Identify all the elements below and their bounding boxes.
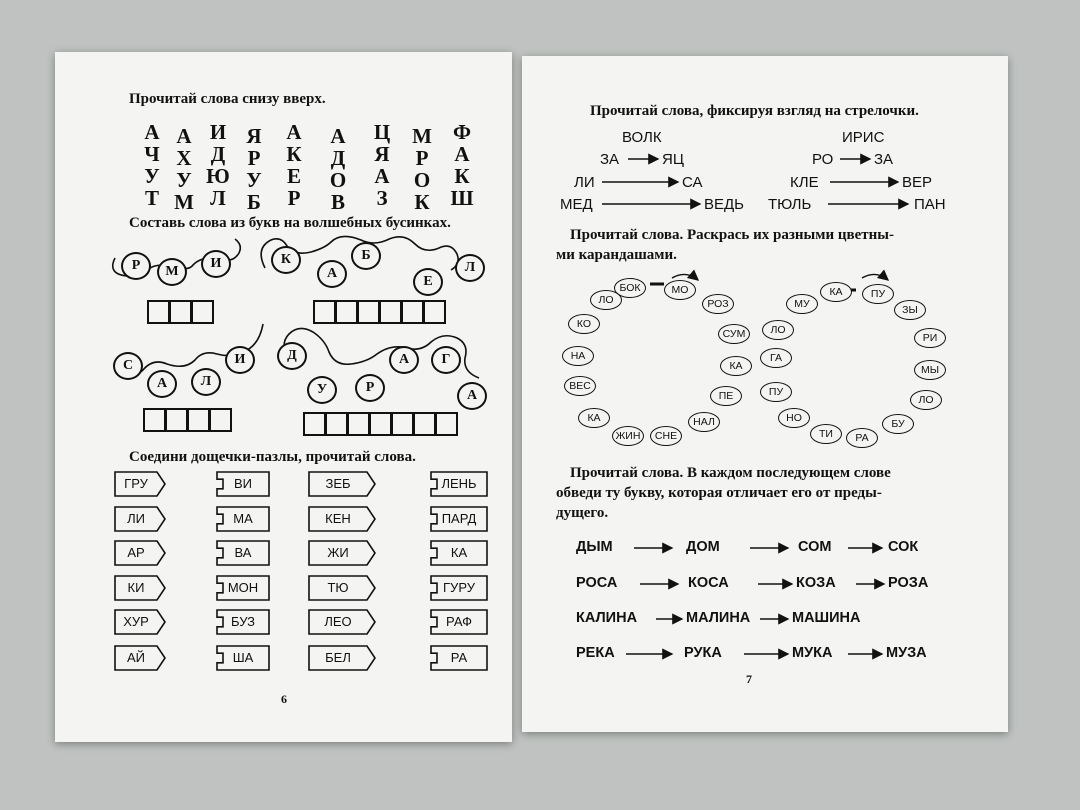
- puzzle-piece: [115, 541, 157, 565]
- chain-word: ДЫМ: [576, 539, 613, 555]
- word-kle: КЛЕ: [790, 174, 819, 191]
- r-ex3-title-1: Прочитай слова. В каждом последующем слове: [570, 465, 891, 481]
- chain-word: МУКА: [792, 645, 833, 661]
- puzzle-piece: [431, 541, 487, 565]
- puzzle-piece: [115, 472, 157, 496]
- chain-word: МУЗА: [886, 645, 927, 661]
- chain-word: РУКА: [684, 645, 722, 661]
- puzzle-label: ЛИ: [127, 511, 145, 526]
- r-ex2-title-2: ми карандашами.: [556, 247, 677, 263]
- grid-letter: К: [454, 164, 470, 188]
- puzzle-label: ГРУ: [124, 476, 148, 491]
- answer-cell: [209, 408, 232, 432]
- grid-letter: А: [454, 142, 470, 166]
- chain-word: МАЛИНА: [686, 610, 751, 626]
- grid-letter: У: [176, 168, 192, 192]
- grid-letter: Л: [210, 186, 226, 210]
- grid-letter: М: [174, 190, 194, 214]
- answer-cell: [435, 412, 458, 436]
- answer-cell: [147, 300, 170, 324]
- syllable-oval: БОК: [614, 278, 646, 298]
- puzzle-label: ТЮ: [327, 580, 349, 595]
- grid-letter: Т: [144, 186, 159, 210]
- grid-letter: У: [144, 164, 160, 188]
- bead: Б: [351, 242, 381, 270]
- answer-cell: [325, 412, 348, 436]
- puzzle-piece: [217, 472, 269, 496]
- page-number-right: 7: [746, 672, 752, 686]
- puzzle-piece: [431, 576, 487, 600]
- puzzle-piece: [217, 507, 269, 531]
- word-volk: ВОЛК: [622, 129, 662, 146]
- grid-letter: Я: [374, 142, 390, 166]
- puzzle-label: ЛЕНЬ: [441, 476, 477, 491]
- syllable-oval: РИ: [914, 328, 946, 348]
- syllable-oval: ЖИН: [612, 426, 644, 446]
- chain-word: КАЛИНА: [576, 610, 638, 626]
- puzzle-piece: [309, 646, 367, 670]
- answer-cell: [303, 412, 326, 436]
- word-iris: ИРИС: [842, 129, 885, 146]
- bead: И: [201, 250, 231, 278]
- puzzle-piece: [309, 507, 367, 531]
- left-page: [55, 52, 512, 742]
- puzzle-label: АР: [127, 545, 145, 560]
- page-number-left: 6: [281, 692, 287, 706]
- puzzle-piece: [115, 576, 157, 600]
- grid-letter: А: [176, 124, 192, 148]
- puzzle-label: КА: [450, 545, 468, 560]
- puzzle-label: КЕН: [325, 511, 351, 526]
- grid-letter: Е: [286, 164, 301, 188]
- word-ved: ВЕДЬ: [704, 196, 745, 213]
- grid-letter: Д: [330, 146, 346, 170]
- puzzle-piece: [309, 541, 367, 565]
- r-ex2-title-1: Прочитай слова. Раскрась их разными цветны-: [570, 227, 894, 243]
- puzzle-label: ПАРД: [441, 511, 477, 526]
- syllable-oval: ЛО: [762, 320, 794, 340]
- syllable-oval: СУМ: [718, 324, 750, 344]
- syllable-oval: НА: [562, 346, 594, 366]
- bead: Д: [277, 342, 307, 370]
- r-ex3-title-3: дущего.: [556, 505, 609, 521]
- puzzle-piece: [431, 472, 487, 496]
- syllable-oval: ПУ: [760, 382, 792, 402]
- grid-letter: А: [144, 120, 160, 144]
- answer-cell: [143, 408, 166, 432]
- bead: К: [271, 246, 301, 274]
- ex3-title: Соедини дощечки-пазлы, прочитай слова.: [129, 449, 416, 465]
- puzzle-label: БУЗ: [230, 614, 256, 629]
- answer-cell: [413, 412, 436, 436]
- grid-letter: Ю: [206, 164, 230, 188]
- bead: И: [225, 346, 255, 374]
- syllable-oval: ПЕ: [710, 386, 742, 406]
- puzzle-piece: [217, 576, 269, 600]
- ex1-title: Прочитай слова снизу вверх.: [129, 91, 326, 107]
- syllable-oval: ТИ: [810, 424, 842, 444]
- grid-letter: Ч: [144, 142, 160, 166]
- grid-letter: Ц: [373, 120, 391, 144]
- grid-letter: Ш: [450, 186, 474, 210]
- syllable-oval: ЗЫ: [894, 300, 926, 320]
- grid-letter: К: [414, 190, 430, 214]
- chain-word: КОСА: [688, 575, 729, 591]
- grid-letter: Х: [176, 146, 192, 170]
- puzzle-label: ЖИ: [327, 545, 349, 560]
- grid-letter: Р: [415, 146, 429, 170]
- puzzle-label: АЙ: [126, 650, 145, 665]
- chain-word: СОК: [888, 539, 919, 555]
- bead: Л: [191, 368, 221, 396]
- grid-letter: К: [286, 142, 302, 166]
- syllable-oval: РОЗ: [702, 294, 734, 314]
- answer-cell: [169, 300, 192, 324]
- syllable-oval: СНЕ: [650, 426, 682, 446]
- puzzle-label: ША: [232, 650, 254, 665]
- syllable-oval: ЛО: [590, 290, 622, 310]
- puzzle-label: КИ: [127, 580, 145, 595]
- puzzle-piece: [431, 610, 487, 634]
- puzzle-label: МОН: [227, 580, 259, 595]
- puzzle-label: МА: [233, 511, 253, 526]
- syllable-oval: НО: [778, 408, 810, 428]
- answer-cell: [347, 412, 370, 436]
- syllable-oval: ПУ: [862, 284, 894, 304]
- bead: А: [147, 370, 177, 398]
- syllable-oval: ГА: [760, 348, 792, 368]
- word-li: ЛИ: [574, 174, 595, 191]
- puzzle-piece: [431, 507, 487, 531]
- bead: А: [389, 346, 419, 374]
- grid-letter: О: [329, 168, 347, 192]
- grid-letter: И: [209, 120, 227, 144]
- bead: У: [307, 376, 337, 404]
- grid-letter: Р: [287, 186, 301, 210]
- bead: Е: [413, 268, 443, 296]
- puzzle-piece: [309, 472, 367, 496]
- syllable-oval: ЛО: [910, 390, 942, 410]
- syllable-oval: МЫ: [914, 360, 946, 380]
- puzzle-label: РАФ: [446, 614, 472, 629]
- chain-word: СОМ: [798, 539, 832, 555]
- chain-word: РЕКА: [576, 645, 615, 661]
- puzzle-label: ХУР: [123, 614, 149, 629]
- puzzle-piece: [309, 610, 367, 634]
- ex2-title: Составь слова из букв на волшебных бусинках.: [129, 215, 451, 231]
- syllable-oval: КА: [720, 356, 752, 376]
- puzzle-label: ГУРУ: [443, 580, 475, 595]
- answer-cell: [423, 300, 446, 324]
- puzzle-piece: [217, 610, 269, 634]
- bead: М: [157, 258, 187, 286]
- word-za2: ЗА: [874, 151, 894, 168]
- word-pan: ПАН: [914, 196, 946, 213]
- r-ex3-title-2: обведи ту букву, которая отличает его от преды-: [556, 485, 882, 501]
- grid-letter: А: [374, 164, 390, 188]
- grid-letter: А: [286, 120, 302, 144]
- puzzle-piece: [431, 646, 487, 670]
- word-yats: ЯЦ: [662, 151, 684, 168]
- answer-cell: [191, 300, 214, 324]
- answer-cell: [187, 408, 210, 432]
- chain-word: РОЗА: [888, 575, 929, 591]
- puzzle-piece: [217, 541, 269, 565]
- word-za: ЗА: [600, 151, 620, 168]
- bead: А: [317, 260, 347, 288]
- r-ex1-title: Прочитай слова, фиксируя взгляд на стрелочки.: [590, 103, 919, 119]
- chain-word: РОСА: [576, 575, 618, 591]
- grid-letter: Р: [247, 146, 261, 170]
- syllable-oval: КО: [568, 314, 600, 334]
- answer-cell: [165, 408, 188, 432]
- grid-letter: А: [330, 124, 346, 148]
- word-ver: ВЕР: [902, 174, 933, 191]
- syllable-oval: РА: [846, 428, 878, 448]
- answer-cell: [357, 300, 380, 324]
- puzzle-label: РА: [450, 650, 468, 665]
- answer-cell: [391, 412, 414, 436]
- bead: Р: [121, 252, 151, 280]
- answer-cell: [369, 412, 392, 436]
- grid-letter: В: [330, 190, 345, 214]
- grid-letter: Б: [247, 190, 261, 214]
- puzzle-label: ВА: [234, 545, 252, 560]
- bead: Г: [431, 346, 461, 374]
- puzzle-piece: [309, 576, 367, 600]
- bead-strings: [55, 52, 512, 742]
- puzzle-piece: [115, 507, 157, 531]
- syllable-oval: МО: [664, 280, 696, 300]
- puzzle-label: ЗЕБ: [325, 476, 351, 491]
- chain-word: КОЗА: [796, 575, 836, 591]
- grid-letter: М: [412, 124, 432, 148]
- puzzle-piece: [115, 610, 157, 634]
- word-med: МЕД: [560, 196, 593, 213]
- word-tyul: ТЮЛЬ: [768, 196, 812, 213]
- grid-letter: У: [246, 168, 262, 192]
- syllable-oval: КА: [820, 282, 852, 302]
- bead: С: [113, 352, 143, 380]
- syllable-oval: НАЛ: [688, 412, 720, 432]
- grid-letter: Я: [246, 124, 262, 148]
- syllable-oval: ВЕС: [564, 376, 596, 396]
- answer-cell: [379, 300, 402, 324]
- right-page: [522, 56, 1008, 732]
- syllable-oval: МУ: [786, 294, 818, 314]
- grid-letter: Ф: [452, 120, 472, 144]
- answer-cell: [313, 300, 336, 324]
- puzzle-label: ВИ: [233, 476, 252, 491]
- answer-cell: [401, 300, 424, 324]
- grid-letter: О: [413, 168, 431, 192]
- syllable-oval: БУ: [882, 414, 914, 434]
- grid-letter: З: [376, 186, 388, 210]
- bead: Р: [355, 374, 385, 402]
- syllable-oval: КА: [578, 408, 610, 428]
- puzzle-label: БЕЛ: [325, 650, 351, 665]
- word-sa: СА: [682, 174, 703, 191]
- chain-word: МАШИНА: [792, 610, 861, 626]
- word-ro: РО: [812, 151, 834, 168]
- puzzle-piece: [217, 646, 269, 670]
- puzzle-label: ЛЕО: [324, 614, 352, 629]
- bead: Л: [455, 254, 485, 282]
- bead: А: [457, 382, 487, 410]
- grid-letter: Д: [210, 142, 226, 166]
- puzzle-piece: [115, 646, 157, 670]
- chain-word: ДОМ: [686, 539, 720, 555]
- answer-cell: [335, 300, 358, 324]
